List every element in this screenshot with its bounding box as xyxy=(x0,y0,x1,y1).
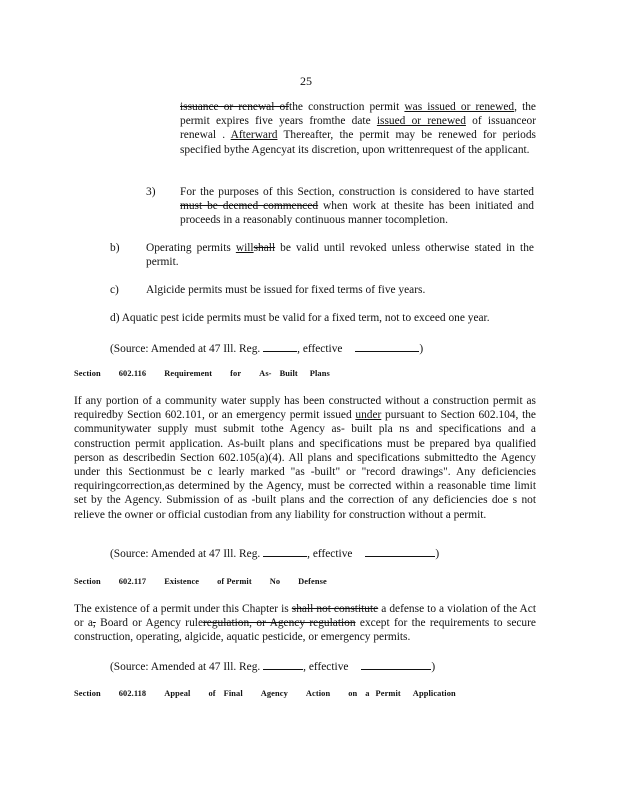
item-b-paragraph xyxy=(146,241,534,269)
paragraph-text: Thereafter, the permit may be renewed for periods specified bythe Agencyat its discretion, upon writtenrequest of the applicant. xyxy=(180,129,536,156)
item-3-paragraph xyxy=(158,185,534,228)
paragraph-text: pursuant to Section 602.104, the communitywater supply must submit tothe Agency as- built pla ns and specifications and a construction permit application. As-built plans and specifications must be prepared bya qualified person as describedin Section 602.105(a)(4). All plans and specifications submittedto the Agency under this Sectionmust be c learly marked "as -built" or "record drawings". Any deficiencies requiringcorrection,as determined by the Agency, must be corrected within a reasonable time limit set by the Agency. Submission of as -built plans and the correction of any deficiencies doe s not relieve the owner or official custodian from any liability for construction without a permit. xyxy=(74,409,536,521)
source-text: (Source: Amended at 47 Ill. Reg. xyxy=(110,343,261,355)
item-c-paragraph: Algicide permits must be issued for fixed terms of five years. xyxy=(146,284,426,296)
section-heading-602-118: Section 602.118 Appeal of Final Agency Action on a Permit Application xyxy=(74,689,456,698)
section-heading-602-116: Section 602.116 Requirement for As- Built Plans xyxy=(74,369,330,378)
issuance-paragraph xyxy=(180,100,536,157)
paragraph-text: the construction permit xyxy=(289,101,405,113)
paragraph-text: of issuanceor renewal . xyxy=(180,115,536,142)
paragraph-text: If any portion of a community water supply has been constructed without a construction permit as requiredby Section 602.101, or an emergency permit issued xyxy=(74,395,536,422)
paragraph-text: be valid until revoked unless otherwise stated in the permit. xyxy=(146,242,534,269)
inserted-text: Afterward xyxy=(230,129,278,142)
inserted-text: issued or renewed xyxy=(376,115,466,128)
section-602-117-body xyxy=(74,602,536,645)
paragraph-text: , the permit expires five years fromthe date xyxy=(180,101,536,128)
inserted-text: under xyxy=(355,409,382,422)
register-blank xyxy=(263,658,303,670)
paragraph-text: For the purposes of this Section, construction is considered to have started xyxy=(180,186,534,198)
source-text: ) xyxy=(431,661,436,673)
effective-date-blank xyxy=(355,340,419,352)
register-blank xyxy=(263,340,297,352)
item-d-paragraph: d) Aquatic pest icide permits must be valid for a fixed term, not to exceed one year. xyxy=(110,312,490,324)
source-text: , effective xyxy=(303,661,349,673)
source-note xyxy=(110,545,540,561)
source-note xyxy=(110,658,540,674)
register-blank xyxy=(263,545,307,557)
page-number: 25 xyxy=(300,74,312,88)
source-text: ) xyxy=(435,548,440,560)
inserted-text: will xyxy=(235,242,254,254)
paragraph-text: when work at thesite has been initiated and proceeds in a reasonably continuous manner tocompletion. xyxy=(180,200,534,227)
paragraph-text: a defense to a violation of the Act or a xyxy=(74,603,536,630)
section-602-116-body xyxy=(74,394,536,522)
item-label: c) xyxy=(110,284,119,296)
deleted-text: shall not constitute xyxy=(291,603,379,615)
effective-date-blank xyxy=(361,658,431,670)
deleted-text: , xyxy=(92,617,96,630)
deleted-text: regulation, or Agency regulation xyxy=(203,617,356,630)
deleted-text: shall xyxy=(253,242,276,254)
paragraph-text: The existence of a permit under this Chapter is xyxy=(74,603,292,615)
source-text: , effective xyxy=(307,548,353,560)
source-note xyxy=(110,340,540,356)
source-text: ) xyxy=(419,343,424,355)
source-text: (Source: Amended at 47 Ill. Reg. xyxy=(110,548,261,560)
deleted-text: issuance or renewal of xyxy=(180,101,290,113)
section-heading-602-117: Section 602.117 Existence of Permit No Defense xyxy=(74,577,327,586)
source-text: , effective xyxy=(297,343,343,355)
effective-date-blank xyxy=(365,545,435,557)
item-label: 3) xyxy=(146,186,156,198)
paragraph-text: except for the requirements to secure construction, operating, algicide, aquatic pesticide, or emergency permits. xyxy=(74,617,536,644)
deleted-text: must be deemed commenced xyxy=(180,200,319,213)
inserted-text: was issued or renewed xyxy=(404,101,515,113)
item-label: b) xyxy=(110,242,120,254)
source-text: (Source: Amended at 47 Ill. Reg. xyxy=(110,661,261,673)
paragraph-text: Board or Agency rule xyxy=(95,617,203,630)
paragraph-text: Operating permits xyxy=(146,242,236,254)
